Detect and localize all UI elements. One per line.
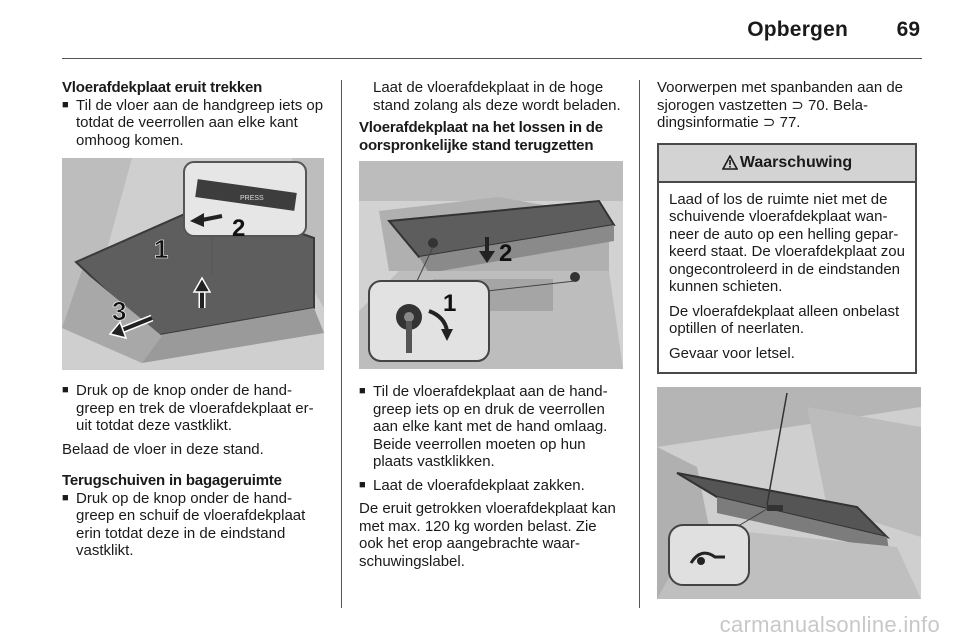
paragraph: Voorwerpen met spanbanden aan de sjorogen vastzetten ⊃ 70. Beladingsinformatie ⊃ 77. [657, 79, 904, 131]
figure-label-3: 3 [112, 296, 127, 326]
figure-illustration [657, 387, 921, 599]
figure-label-2: 2 [232, 215, 246, 242]
figure-label-1: 1 [154, 234, 169, 264]
warning-box [657, 143, 917, 375]
warning-text: Laad of los de ruimte niet met de schuivende vloerafdekplaat wanneer de auto op een helling geparkeerd staat. De vloerafdekplaat zou ongecontroleerd in de eindstanden kunnen schieten. [669, 190, 905, 295]
warning-text: Gevaar voor letsel. [669, 344, 795, 362]
list-item [359, 383, 623, 471]
figure-callout-text: PRESS [240, 195, 264, 202]
figure-tilted-floor [657, 387, 921, 599]
paragraph: De eruit getrokken vloerafdekplaat kan met max. 120 kg worden belast. Zie ook het erop aangebrachte waarschuwingslabel. [359, 500, 616, 570]
page-number: 69 [896, 18, 920, 41]
bullet-icon: ■ [359, 478, 366, 491]
bullet-icon: ■ [62, 384, 69, 396]
list-item [359, 477, 623, 495]
list-item-text: Laat de vloerafdekplaat zakken. [373, 476, 585, 494]
list-item-text: Til de vloer aan de handgreep iets op totdat de veerrollen aan elke kant omhoog komen. [76, 96, 324, 149]
list-item [62, 382, 324, 435]
paragraph: Belaad de vloer in deze stand. [62, 440, 264, 458]
column-2 [359, 79, 623, 570]
column-divider-1 [341, 80, 342, 608]
list-item [62, 490, 324, 560]
warning-text: De vloerafdekplaat alleen onbelast optillen of neerlaten. [669, 302, 900, 337]
watermark: carmanualsonline.info [719, 612, 940, 637]
bullet-icon: ■ [359, 385, 366, 397]
section-heading-restore: Vloerafdekplaat na het lossen in de oorspronkelijke stand terugzetten [359, 119, 603, 154]
figure-label-2: 2 [499, 240, 513, 267]
warning-triangle-icon [722, 155, 738, 170]
figure-pull-out-floor [62, 158, 324, 370]
column-3 [657, 79, 921, 599]
paragraph: Laat de vloerafdekplaat in de hoge stand zolang als deze wordt beladen. [373, 79, 621, 114]
section-heading-push-back: Terugschuiven in bagageruimte [62, 472, 282, 489]
list-item-text: Til de vloerafdekplaat aan de handgreep iets op en druk de veerrollen aan elke kant met de hand omlaag. Beide veerrollen moeten op hun plaats vastklikken. [373, 383, 608, 470]
chapter-title: Opbergen [747, 18, 848, 41]
column-1 [62, 79, 324, 560]
warning-header [659, 145, 915, 183]
column-divider-2 [639, 80, 640, 608]
figure-label-1: 1 [443, 290, 457, 317]
figure-restore-floor [359, 161, 623, 369]
list-item [62, 97, 324, 150]
warning-title: Waarschuwing [739, 153, 853, 171]
warning-body [659, 183, 915, 373]
bullet-icon: ■ [62, 98, 69, 111]
figure-illustration [62, 158, 324, 370]
section-heading-pull-out: Vloerafdekplaat eruit trekken [62, 79, 263, 96]
bullet-icon: ■ [62, 491, 69, 504]
header-divider [62, 58, 922, 59]
figure-illustration [359, 161, 623, 369]
list-item-text: Druk op de knop onder de handgreep en schuif de vloerafdekplaat erin totdat deze in de eindstand vastklikt. [76, 489, 306, 559]
list-item-text: Druk op de knop onder de handgreep en trek de vloerafdekplaat eruit totdat deze vastklikt. [76, 382, 314, 434]
